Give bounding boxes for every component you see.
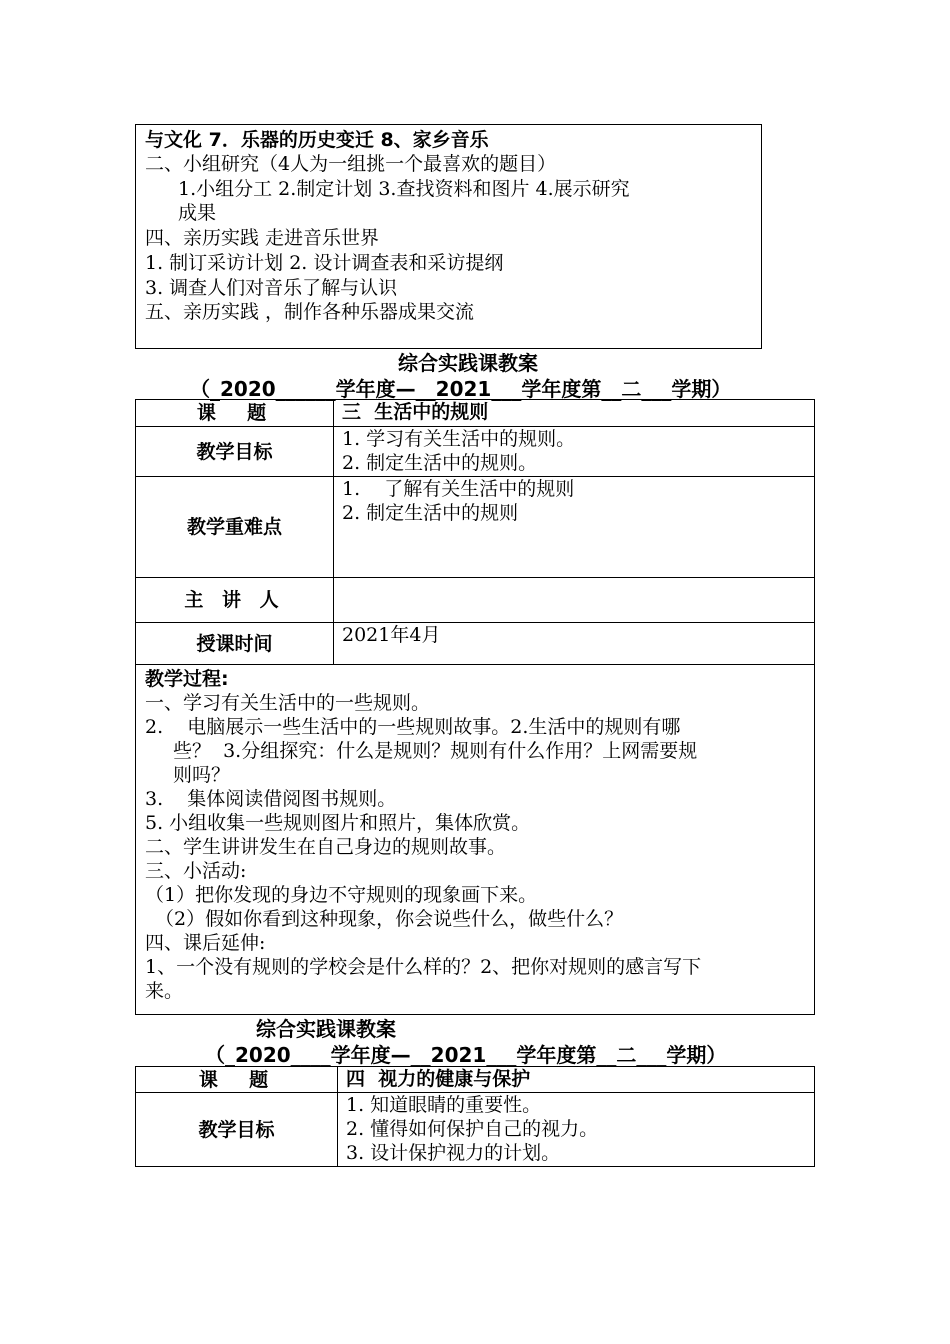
plan2-term-line: （_2020____学年度—__2021___学年度第__二___学期） [205, 1043, 727, 1067]
box-line-3: 1.小组分工 2.制定计划 3.查找资料和图片 4.展示研究 [178, 178, 630, 200]
process-line-2: 2. 电脑展示一些生活中的一些规则故事。2.生活中的规则有哪 [145, 716, 681, 738]
plan1-key-line-2: 2. 制定生活中的规则 [342, 502, 519, 524]
process-line-12: 1、一个没有规则的学校会是什么样的？2、把你对规则的感言写下 [145, 956, 702, 978]
box-line-8: 五、亲历实践 ，制作各种乐器成果交流 [145, 301, 475, 323]
process-line-13: 来。 [145, 980, 184, 1002]
process-line-9: （1）把你发现的身边不守规则的现象画下来。 [145, 884, 538, 906]
plan1-topic-label: 课 题 [136, 400, 334, 427]
plan1-key-line-1: 1. 了解有关生活中的规则 [342, 478, 575, 500]
process-line-11: 四、课后延伸: [145, 932, 266, 954]
plan1-goal-line-1: 1. 学习有关生活中的规则。 [342, 428, 576, 450]
plan2-goal-line-2: 2. 懂得如何保护自己的视力。 [346, 1118, 599, 1140]
process-line-10: （2）假如你看到这种现象，你会说些什么，做些什么？ [155, 908, 624, 930]
process-line-5: 3. 集体阅读借阅图书规则。 [145, 788, 397, 810]
plan1-goal-cell [334, 427, 815, 477]
plan2-goal-line-3: 3. 设计保护视力的计划。 [346, 1142, 561, 1164]
box-line-2: 二、小组研究（4人为一组挑一个最喜欢的题目） [145, 153, 557, 175]
box-line-6: 1. 制订采访计划 2. 设计调查表和采访提纲 [145, 252, 504, 274]
process-line-1: 一、学习有关生活中的一些规则。 [145, 692, 431, 714]
plan2-goal-cell [338, 1093, 815, 1167]
plan1-speaker-label: 主 讲 人 [136, 578, 334, 623]
plan1-process-cell [136, 665, 815, 1015]
process-line-6: 5. 小组收集一些规则图片和照片，集体欣赏。 [145, 812, 531, 834]
box-line-5: 四、亲历实践 走进音乐世界 [145, 227, 380, 249]
plan1-speaker-value [334, 578, 815, 623]
process-line-7: 二、学生讲讲发生在自己身边的规则故事。 [145, 836, 507, 858]
plan1-topic-value: 三 生活中的规则 [334, 400, 815, 427]
plan2-goal-label: 教学目标 [136, 1093, 338, 1167]
box-line-7: 3. 调查人们对音乐了解与认识 [145, 277, 398, 299]
plan2-topic-value: 四 视力的健康与保护 [338, 1067, 815, 1093]
plan1-table [135, 399, 815, 1015]
plan1-key-cell [334, 477, 815, 578]
process-line-3: 些？ 3.分组探究：什么是规则？规则有什么作用？上网需要规 [173, 740, 698, 762]
plan2-title: 综合实践课教案 [256, 1017, 396, 1041]
plan1-time-value: 2021年4月 [334, 623, 815, 665]
box-line-4: 成果 [178, 202, 217, 224]
plan1-goal-label: 教学目标 [136, 427, 334, 477]
plan1-key-label: 教学重难点 [136, 477, 334, 578]
plan2-goal-line-1: 1. 知道眼睛的重要性。 [346, 1094, 542, 1116]
plan1-goal-line-2: 2. 制定生活中的规则。 [342, 452, 538, 474]
plan2-topic-label: 课 题 [136, 1067, 338, 1093]
plan1-title: 综合实践课教案 [398, 351, 538, 375]
process-line-4: 则吗？ [173, 764, 231, 786]
plan2-table [135, 1066, 815, 1167]
plan1-term-line: （_2020______学年度—__2021___学年度第__二___学期） [190, 377, 732, 401]
plan1-time-label: 授课时间 [136, 623, 334, 665]
process-line-8: 三、小活动: [145, 860, 247, 882]
box-line-1: 与文化 7．乐器的历史变迁 8、家乡音乐 [145, 129, 489, 151]
plan1-process-heading: 教学过程: [145, 668, 229, 690]
